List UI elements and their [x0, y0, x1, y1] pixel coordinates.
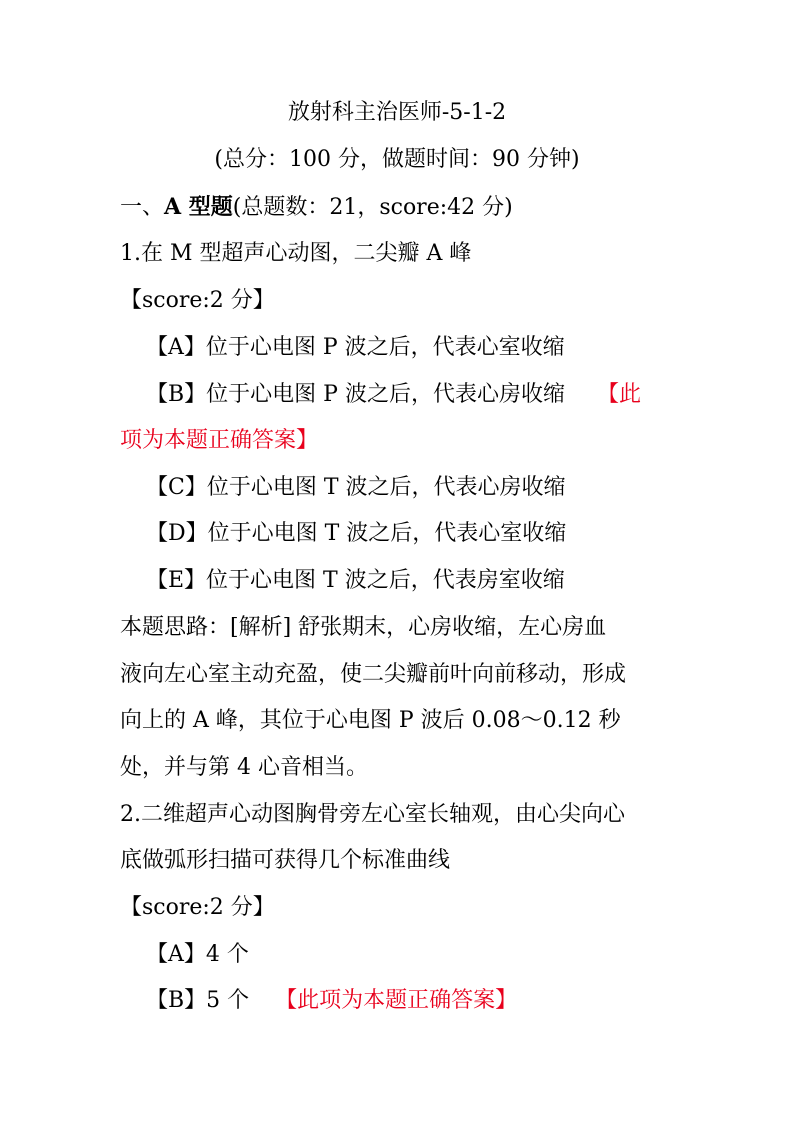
section-meta: (总题数：21，score:42 分)	[232, 195, 513, 220]
correct-answer-mark: 【此项为本题正确答案】	[275, 988, 518, 1013]
question-1-score: 【score:2 分】	[120, 288, 275, 313]
question-1-option-a: 【A】位于心电图 P 波之后，代表心室收缩	[146, 335, 565, 360]
question-1-option-b	[146, 380, 680, 426]
correct-answer-mark: 【此	[596, 382, 641, 407]
question-2-option-b	[146, 986, 706, 1032]
question-1-analysis-line: 本题思路：[解析] 舒张期末，心房收缩，左心房血	[120, 615, 607, 640]
section-heading	[120, 192, 680, 238]
option-b-text: 【B】位于心电图 P 波之后，代表心房收缩	[146, 382, 565, 407]
question-2-stem-line: 底做弧形扫描可获得几个标准曲线	[120, 848, 451, 873]
question-1-stem: 1.在 M 型超声心动图，二尖瓣 A 峰	[120, 241, 472, 266]
section-prefix: 一、	[120, 195, 165, 220]
question-1-option-e: 【E】位于心电图 T 波之后，代表房室收缩	[146, 568, 565, 593]
question-2-score: 【score:2 分】	[120, 895, 275, 920]
question-1-analysis-line: 向上的 A 峰，其位于心电图 P 波后 0.08～0.12 秒	[120, 708, 621, 733]
option-b-text: 【B】5 个	[146, 988, 250, 1013]
question-1-option-c: 【C】位于心电图 T 波之后，代表心房收缩	[146, 475, 566, 500]
correct-answer-mark-continued: 项为本题正确答案】	[120, 428, 319, 453]
question-1-analysis-line: 液向左心室主动充盈，使二尖瓣前叶向前移动，形成	[120, 662, 627, 687]
document-subtitle: (总分：100 分，做题时间：90 分钟)	[214, 147, 580, 172]
question-1-option-d: 【D】位于心电图 T 波之后，代表心室收缩	[146, 521, 567, 546]
question-1-analysis-line: 处，并与第 4 心音相当。	[120, 755, 368, 780]
section-name: A 型题	[164, 194, 233, 220]
question-2-option-a: 【A】4 个	[146, 942, 249, 967]
document-title: 放射科主治医师-5-1-2	[287, 100, 507, 125]
question-2-stem-line: 2.二维超声心动图胸骨旁左心室长轴观，由心尖向心	[120, 802, 625, 827]
